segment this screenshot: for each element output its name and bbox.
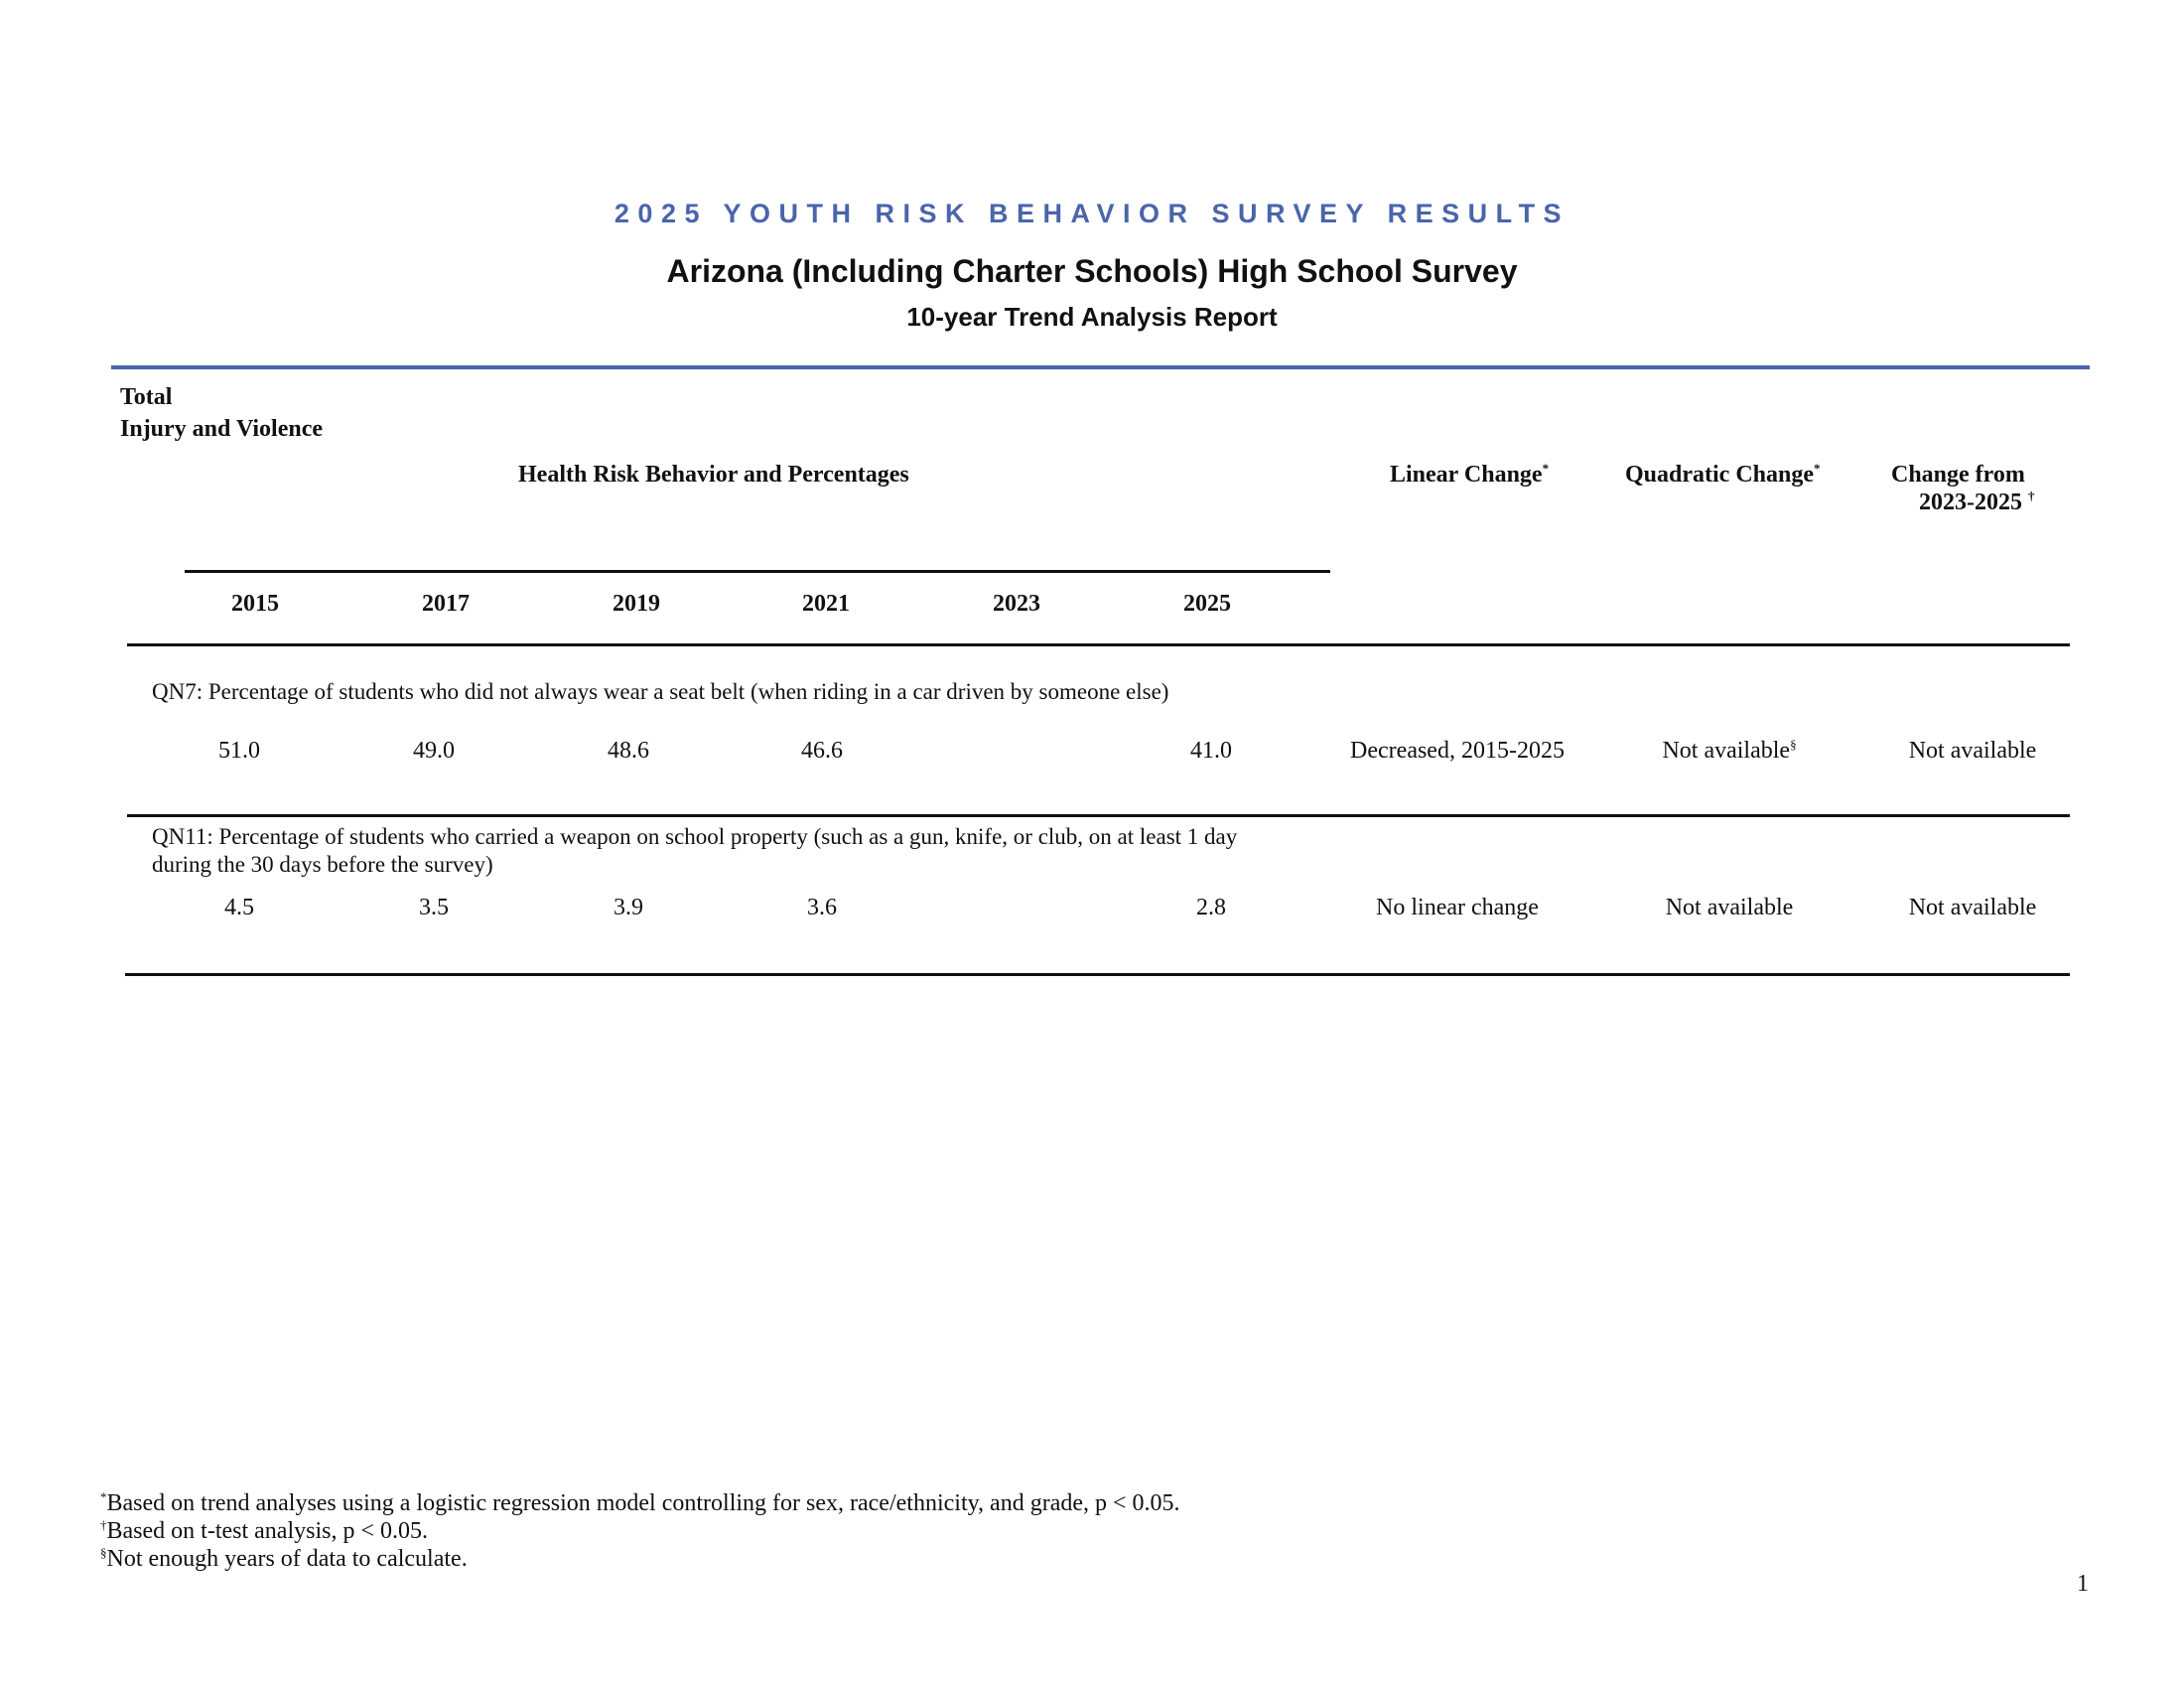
quadratic-change-qn7: Not available§: [1662, 737, 1797, 764]
year-header-2017: 2017: [422, 591, 470, 617]
footnote-2: †Based on t-test analysis, p < 0.05.: [100, 1517, 428, 1544]
value-qn11-2015: 4.5: [224, 895, 254, 920]
value-qn11-2021: 3.6: [807, 895, 837, 920]
page-number: 1: [2077, 1571, 2089, 1597]
linear-change-header: Linear Change*: [1390, 461, 1550, 488]
year-header-2019: 2019: [613, 591, 660, 617]
quadratic-qn7-footnote-mark: §: [1790, 737, 1797, 752]
section-category: Injury and Violence: [120, 416, 324, 442]
quadratic-change-qn11: Not available: [1665, 895, 1794, 920]
footnote-1-mark: *: [100, 1489, 107, 1504]
value-qn11-2017: 3.5: [419, 895, 449, 920]
header-divider: [111, 365, 2090, 369]
change-from-years-header: 2023-2025 †: [1919, 489, 2035, 515]
year-header-2021: 2021: [802, 591, 850, 617]
table-bottom-divider: [125, 973, 2070, 976]
value-qn11-2019: 3.9: [614, 895, 643, 920]
value-qn7-2019: 48.6: [608, 738, 649, 764]
value-qn7-2021: 46.6: [801, 738, 843, 764]
value-qn7-2025: 41.0: [1190, 738, 1232, 764]
behavior-header: Health Risk Behavior and Percentages: [518, 462, 909, 488]
value-qn7-2017: 49.0: [413, 738, 455, 764]
footnote-3: §Not enough years of data to calculate.: [100, 1545, 468, 1572]
change-footnote-mark: †: [2028, 489, 2035, 503]
linear-footnote-mark: *: [1542, 461, 1550, 476]
survey-title: 2025 YOUTH RISK BEHAVIOR SURVEY RESULTS: [614, 199, 1570, 228]
change-qn7: Not available: [1908, 738, 2037, 764]
value-qn7-2015: 51.0: [218, 738, 260, 764]
question-qn7: QN7: Percentage of students who did not always wear a seat belt (when riding in a car driven by someone else): [152, 679, 1169, 704]
footnote-2-mark: †: [100, 1517, 107, 1532]
year-header-2025: 2025: [1183, 591, 1231, 617]
quadratic-change-header: Quadratic Change*: [1625, 461, 1821, 488]
row-divider: [127, 814, 2070, 817]
linear-change-qn11: No linear change: [1376, 895, 1539, 920]
report-name: 10-year Trend Analysis Report: [906, 302, 1278, 332]
table-header-divider: [127, 643, 2070, 646]
year-header-2023: 2023: [993, 591, 1040, 617]
value-qn11-2025: 2.8: [1196, 895, 1226, 920]
question-qn11: QN11: Percentage of students who carried a weapon on school property (such as a gun, knife, or club, on at least 1 day during the 30 days before the survey): [152, 824, 1238, 877]
change-qn11: Not available: [1908, 895, 2037, 920]
section-group: Total: [120, 384, 173, 410]
footnote-1: *Based on trend analyses using a logistic regression model controlling for sex, race/ethnicity, and grade, p < 0.05.: [100, 1489, 1180, 1516]
footnote-3-mark: §: [100, 1545, 107, 1560]
linear-change-qn7: Decreased, 2015-2025: [1350, 738, 1565, 764]
quadratic-footnote-mark: *: [1814, 461, 1821, 476]
change-from-header: Change from: [1891, 462, 2025, 488]
survey-subtitle: Arizona (Including Charter Schools) High School Survey: [666, 253, 1518, 289]
year-header-2015: 2015: [231, 591, 279, 617]
years-divider: [185, 570, 1330, 573]
